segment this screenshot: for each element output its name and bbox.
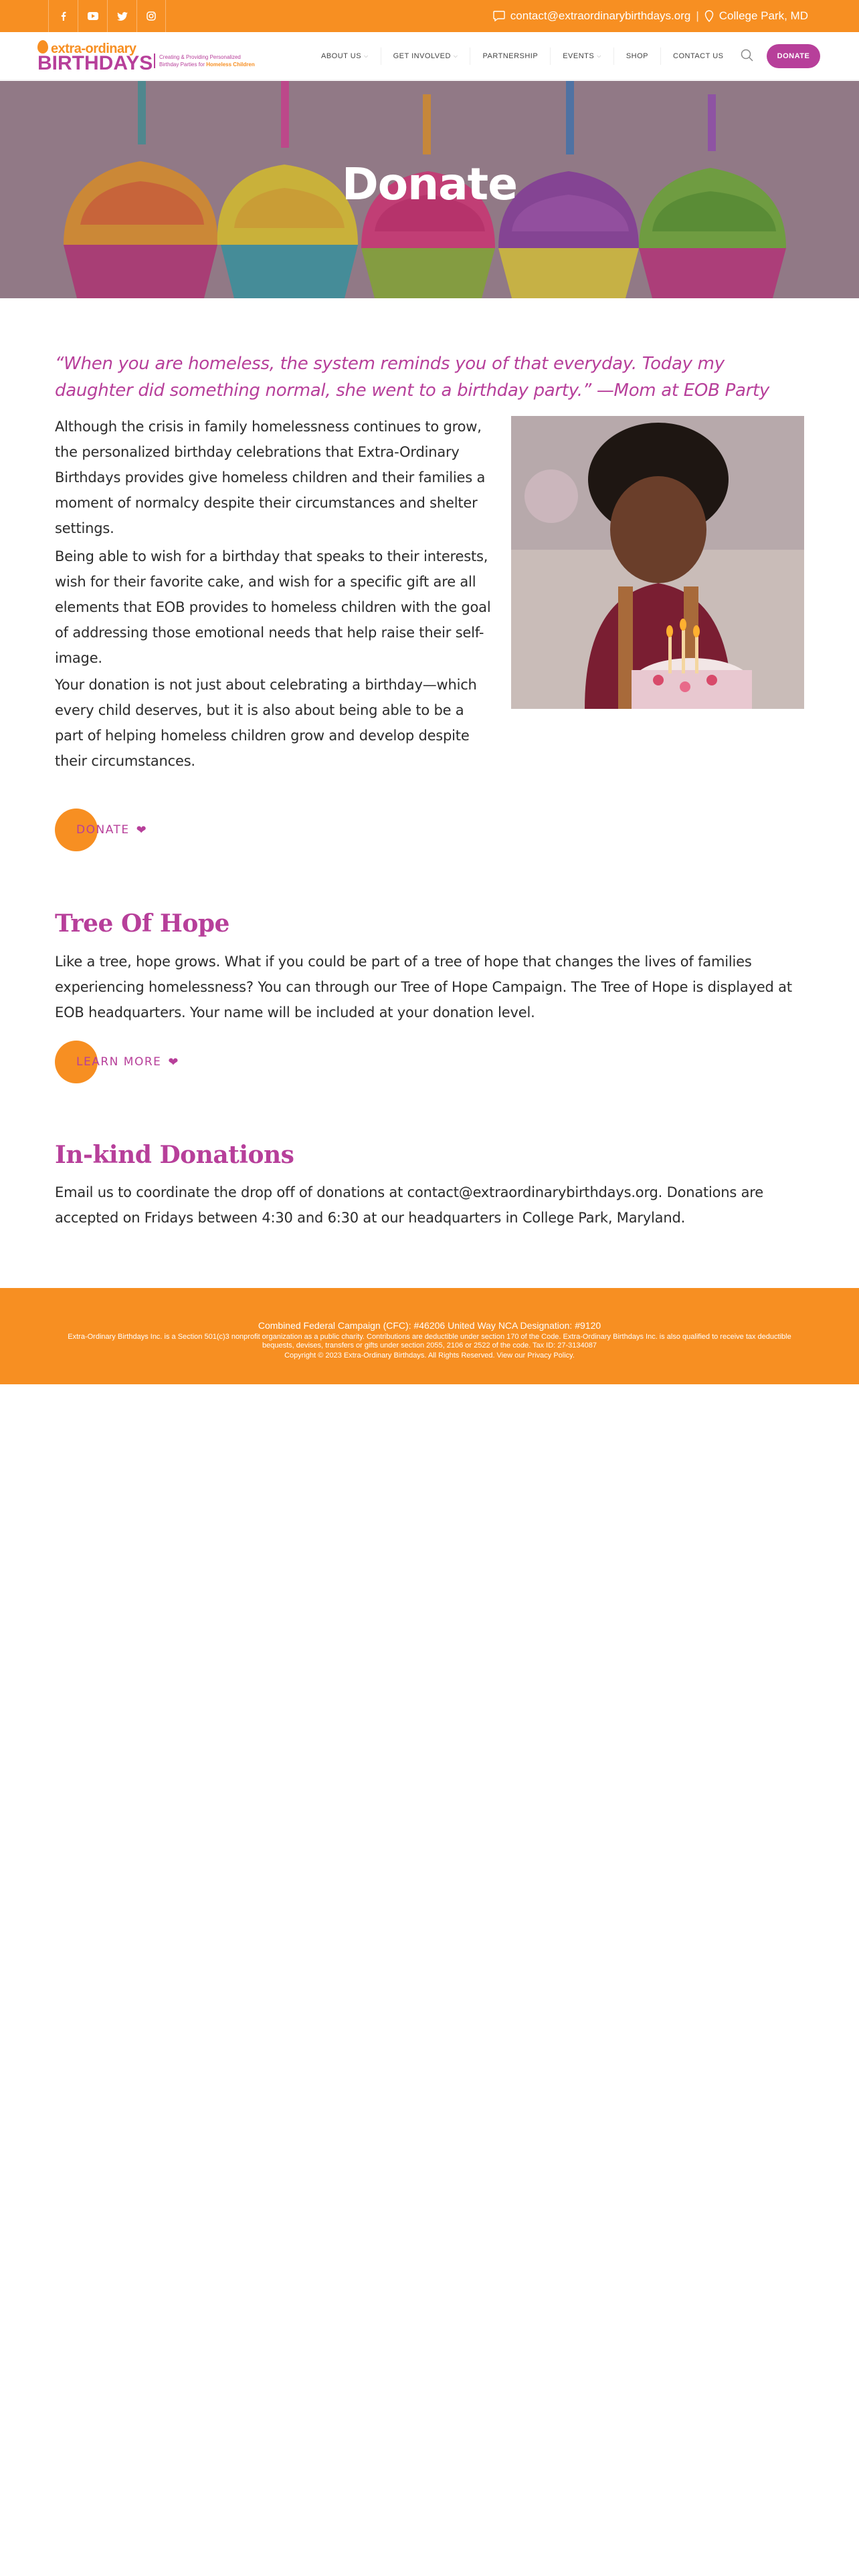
header-donate-button[interactable]: DONATE [767,44,820,68]
nav-shop-label: SHOP [626,52,648,60]
learn-more-button[interactable] [55,1041,202,1083]
footer-legal-text: Extra-Ordinary Birthdays Inc. is a Section 501(c)3 nonprofit organization as a public charity. Contributions are deductible under section 170 of the Code. Extra-Ordinary Birthdays Inc. is also qualified to receive tax deductible bequests, devises, transfers or gifts under section 2055, 2106 or 2522 of the code. Tax ID: 27-3134087 [68,1333,791,1350]
contact-email-link[interactable]: contact@extraordinarybirthdays.org [510,9,691,22]
logo-tagline-2: Birthday Parties for [159,62,205,68]
nav-events[interactable] [551,47,614,65]
site-header [0,32,859,80]
hero-banner [0,81,859,298]
site-logo[interactable] [37,39,272,74]
tree-of-hope-heading: Tree Of Hope [55,909,229,938]
chevron-down-icon: ⌵ [364,53,369,59]
learn-more-button-label [76,1041,179,1083]
logo-tagline-3: Homeless Children [206,62,255,68]
footer-campaign-info: Combined Federal Campaign (CFC): #46206 United Way NCA Designation: #9120 [258,1320,601,1331]
main-nav [309,32,736,80]
nav-contact-us[interactable] [661,47,736,65]
nav-get-involved[interactable] [381,47,471,65]
social-links [48,0,166,32]
in-kind-donations-heading: In-kind Donations [55,1141,294,1169]
nav-about-us[interactable] [309,47,381,65]
heart-icon: ❤ [136,823,148,837]
nav-get-involved-label: GET INVOLVED [393,52,451,60]
logo-tagline-1: Creating & Providing Personalized [159,54,241,60]
intro-paragraph-2: Being able to wish for a birthday that speaks to their interests, wish for their favorite cake, and wish for a specific gift are all elements that EOB provides to homeless children with the goal of addressing those emotional needs that help raise their self-image. [55,548,491,666]
donate-button-text: DONATE [76,823,130,837]
topbar-separator: | [696,9,699,22]
chevron-down-icon: ⌵ [597,53,601,59]
chevron-down-icon: ⌵ [453,53,458,59]
footer-copyright: Copyright © 2023 Extra-Ordinary Birthdays. All Rights Reserved. View our Privacy Policy. [284,1352,575,1360]
intro-paragraph-1: Although the crisis in family homelessness continues to grow, the personalized birthday celebrations that Extra-Ordinary Birthdays provides give homeless children and their families a moment of normalcy despite their circumstances and shelter settings. [55,419,486,536]
facebook-icon[interactable] [48,0,78,32]
search-icon[interactable] [740,48,756,64]
testimonial-quote: “When you are homeless, the system reminds you of that everyday. Today my daughter did something normal, she went to a birthday party.” —Mom at EOB Party [55,354,769,401]
tree-of-hope-text: Like a tree, hope grows. What if you could be part of a tree of hope that changes the lives of families experiencing homelessness? You can through our Tree of Hope Campaign. The Tree of Hope is displayed at EOB headquarters. Your name will be included at your donation level. [55,954,792,1021]
intro-paragraph-3: Your donation is not just about celebrating a birthday—which every child deserves, but it is also about being able to be a part of helping homeless children grow and develop despite their circumstances. [55,677,477,769]
page-title: Donate [342,158,517,210]
donate-button-label [76,809,147,851]
logo-tagline [154,53,274,68]
logo-line2: BIRTHDAYS [37,52,153,74]
in-kind-donations-text: Email us to coordinate the drop off of donations at contact@extraordinarybirthdays.org. Donations are accepted on Fridays between 4:30 and 6:30 at our headquarters in College Park, Maryland. [55,1184,763,1226]
top-bar [0,0,859,32]
child-birthday-photo [511,416,804,709]
nav-shop[interactable] [614,47,661,65]
contact-info [493,0,808,32]
nav-partnership[interactable] [470,47,551,65]
nav-about-us-label: ABOUT US [321,52,362,60]
nav-contact-us-label: CONTACT US [673,52,724,60]
nav-events-label: EVENTS [563,52,595,60]
instagram-icon[interactable] [136,0,166,32]
location-text: College Park, MD [719,9,808,22]
nav-partnership-label: PARTNERSHIP [482,52,539,60]
youtube-icon[interactable] [78,0,107,32]
logo-line1: extra-ordinary [51,41,136,56]
site-footer [0,1288,859,1384]
location-pin-icon [704,10,714,22]
twitter-icon[interactable] [107,0,136,32]
learn-more-button-text: LEARN MORE [76,1055,162,1069]
heart-icon: ❤ [168,1055,179,1069]
chat-icon [493,11,505,21]
donate-button[interactable] [55,809,202,851]
balloon-icon [37,40,48,53]
